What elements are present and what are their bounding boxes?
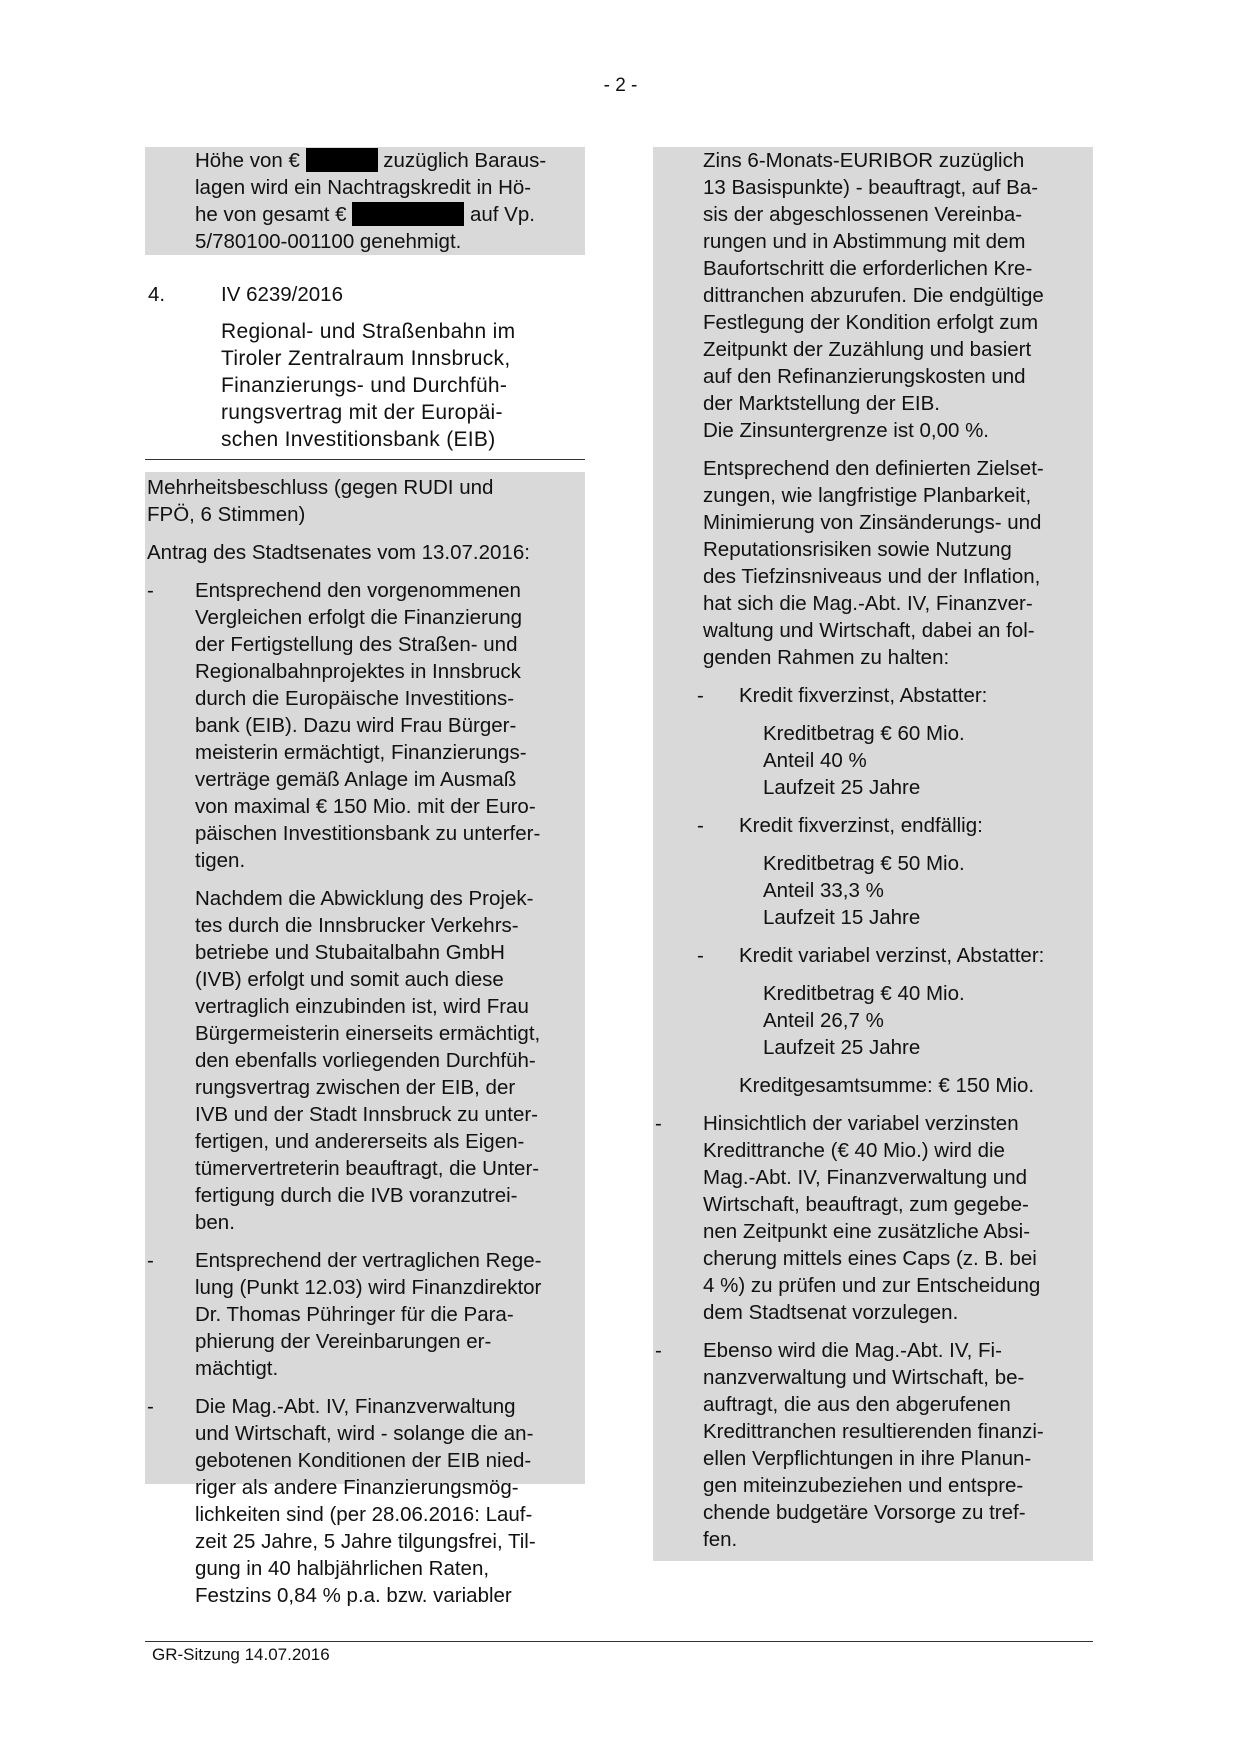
text-line: Die Mag.-Abt. IV, Finanzverwaltung bbox=[195, 1395, 516, 1418]
title-line: Regional- und Straßenbahn im bbox=[221, 320, 516, 343]
agenda-item-header bbox=[145, 281, 585, 308]
continuation-paragraph bbox=[653, 147, 1093, 444]
amount-paragraph bbox=[145, 147, 585, 255]
dash-bullet: - bbox=[697, 684, 704, 707]
text-line: Bürgermeisterin einerseits ermächtigt, bbox=[195, 1022, 541, 1045]
text-line: Nachdem die Abwicklung des Projek- bbox=[195, 887, 534, 910]
text-line: der Fertigstellung des Straßen- und bbox=[195, 633, 518, 656]
list-item bbox=[653, 1110, 1093, 1326]
text-line: durch die Europäische Investitions- bbox=[195, 687, 515, 710]
title-line: Finanzierungs- und Durchfüh- bbox=[221, 374, 508, 397]
dash-bullet: - bbox=[147, 1395, 154, 1418]
dash-bullet: - bbox=[655, 1112, 662, 1135]
text-line: Laufzeit 25 Jahre bbox=[763, 776, 921, 799]
dash-bullet: - bbox=[697, 944, 704, 967]
text-line: Festlegung der Kondition erfolgt zum bbox=[703, 311, 1039, 334]
credit-title: Kredit fixverzinst, Abstatter: bbox=[739, 684, 988, 707]
credit-details bbox=[653, 980, 1093, 1061]
list-item bbox=[145, 1393, 585, 1609]
redaction-bar bbox=[306, 148, 378, 172]
text-line: Kreditbetrag € 60 Mio. bbox=[763, 722, 965, 745]
text-line: päischen Investitionsbank zu unterfer- bbox=[195, 822, 541, 845]
text-line: rungsvertrag zwischen der EIB, der bbox=[195, 1076, 516, 1099]
text-line: Minimierung von Zinsänderungs- und bbox=[703, 511, 1042, 534]
text-line: auf Vp. bbox=[469, 203, 535, 226]
text-line: zeit 25 Jahre, 5 Jahre tilgungsfrei, Til- bbox=[195, 1530, 536, 1553]
credit-item bbox=[653, 812, 1093, 839]
item-number: 4. bbox=[148, 283, 166, 306]
item-reference: IV 6239/2016 bbox=[221, 283, 343, 306]
text-line: FPÖ, 6 Stimmen) bbox=[147, 503, 306, 526]
text-line: Wirtschaft, beauftragt, zum gegebe- bbox=[703, 1193, 1029, 1216]
text-line: meisterin ermächtigt, Finanzierungs- bbox=[195, 741, 527, 764]
text-line: auf den Refinanzierungskosten und bbox=[703, 365, 1026, 388]
text-line: fertigung durch die IVB voranzutrei- bbox=[195, 1184, 518, 1207]
text-line: Reputationsrisiken sowie Nutzung bbox=[703, 538, 1012, 561]
text-line: Kreditbetrag € 50 Mio. bbox=[763, 852, 965, 875]
text-line: (IVB) erfolgt und somit auch diese bbox=[195, 968, 504, 991]
text-line: Regionalbahnprojektes in Innsbruck bbox=[195, 660, 521, 683]
text-line: gebotenen Konditionen der EIB nied- bbox=[195, 1449, 532, 1472]
text-line: des Tiefzinsniveaus und der Inflation, bbox=[703, 565, 1041, 588]
text-line: 4 %) zu prüfen und zur Entscheidung bbox=[703, 1274, 1041, 1297]
text-line: Hinsichtlich der variabel verzinsten bbox=[703, 1112, 1019, 1135]
text-line: waltung und Wirtschaft, dabei an fol- bbox=[703, 619, 1035, 642]
text-line: cherung mittels eines Caps (z. B. bei bbox=[703, 1247, 1037, 1270]
text-line: Kredittranche (€ 40 Mio.) wird die bbox=[703, 1139, 1005, 1162]
text-line: Laufzeit 15 Jahre bbox=[763, 906, 921, 929]
text-line: betriebe und Stubaitalbahn GmbH bbox=[195, 941, 505, 964]
credit-title: Kredit fixverzinst, endfällig: bbox=[739, 814, 983, 837]
text-line: Entsprechend den vorgenommenen bbox=[195, 579, 521, 602]
list-item bbox=[653, 1337, 1093, 1553]
text-line: der Marktstellung der EIB. bbox=[703, 392, 940, 415]
decision-text bbox=[145, 474, 585, 528]
text-line: Dr. Thomas Pühringer für die Para- bbox=[195, 1303, 514, 1326]
dash-bullet: - bbox=[147, 579, 154, 602]
dash-bullet: - bbox=[655, 1339, 662, 1362]
text-line: Entsprechend den definierten Zielset- bbox=[703, 457, 1044, 480]
text-line: Anteil 26,7 % bbox=[763, 1009, 884, 1032]
text-line: sis der abgeschlossenen Vereinba- bbox=[703, 203, 1023, 226]
dash-bullet: - bbox=[697, 814, 704, 837]
dash-bullet: - bbox=[147, 1249, 154, 1272]
text-line: tümervertreterin beauftragt, die Unter- bbox=[195, 1157, 540, 1180]
text-line: verträge gemäß Anlage im Ausmaß bbox=[195, 768, 517, 791]
text-line: riger als andere Finanzierungsmög- bbox=[195, 1476, 519, 1499]
text-line: lagen wird ein Nachtragskredit in Hö- bbox=[195, 176, 532, 199]
text-line: Entsprechend der vertraglichen Rege- bbox=[195, 1249, 542, 1272]
credit-item bbox=[653, 942, 1093, 969]
targets-paragraph bbox=[653, 455, 1093, 671]
page-footer: GR-Sitzung 14.07.2016 bbox=[152, 1645, 330, 1664]
text-line: Festzins 0,84 % p.a. bzw. variabler bbox=[195, 1584, 512, 1607]
text-line: Die Zinsuntergrenze ist 0,00 %. bbox=[703, 419, 989, 442]
text-line: rungen und in Abstimmung mit dem bbox=[703, 230, 1026, 253]
text-line: ben. bbox=[195, 1211, 235, 1234]
text-line: Kredittranchen resultierenden finanzi- bbox=[703, 1420, 1044, 1443]
text-line: bank (EIB). Dazu wird Frau Bürger- bbox=[195, 714, 517, 737]
page-number: - 2 - bbox=[603, 75, 638, 96]
redaction-bar bbox=[352, 202, 464, 226]
text-line: Mehrheitsbeschluss (gegen RUDI und bbox=[147, 476, 494, 499]
text-line: nen Zeitpunkt eine zusätzliche Absi- bbox=[703, 1220, 1031, 1243]
credit-total: Kreditgesamtsumme: € 150 Mio. bbox=[739, 1074, 1035, 1097]
title-line: rungsvertrag mit der Europäi- bbox=[221, 401, 503, 424]
text-line: fertigen, und andererseits als Eigen- bbox=[195, 1130, 525, 1153]
text-line: tes durch die Innsbrucker Verkehrs- bbox=[195, 914, 519, 937]
list-item bbox=[145, 1247, 585, 1382]
text-line: lichkeiten sind (per 28.06.2016: Lauf- bbox=[195, 1503, 533, 1526]
text-line: zungen, wie langfristige Planbarkeit, bbox=[703, 484, 1032, 507]
text-line: Zeitpunkt der Zuzählung und basiert bbox=[703, 338, 1032, 361]
text-line: Vergleichen erfolgt die Finanzierung bbox=[195, 606, 523, 629]
text-line: phierung der Vereinbarungen er- bbox=[195, 1330, 492, 1353]
text-line: Höhe von € bbox=[195, 149, 300, 172]
text-line: Laufzeit 25 Jahre bbox=[763, 1036, 921, 1059]
text-line: Ebenso wird die Mag.-Abt. IV, Fi- bbox=[703, 1339, 1002, 1362]
text-line: und Wirtschaft, wird - solange die an- bbox=[195, 1422, 534, 1445]
credit-details bbox=[653, 850, 1093, 931]
text-line: IVB und der Stadt Innsbruck zu unter- bbox=[195, 1103, 538, 1126]
text-line: tigen. bbox=[195, 849, 246, 872]
text-line: mächtigt. bbox=[195, 1357, 279, 1380]
text-line: gen miteinzubeziehen und entspre- bbox=[703, 1474, 1024, 1497]
text-line: zuzüglich Baraus- bbox=[383, 149, 547, 172]
text-line: Mag.-Abt. IV, Finanzverwaltung und bbox=[703, 1166, 1028, 1189]
text-line: Anteil 33,3 % bbox=[763, 879, 884, 902]
credit-details bbox=[653, 720, 1093, 801]
text-line: Kreditbetrag € 40 Mio. bbox=[763, 982, 965, 1005]
text-line: lung (Punkt 12.03) wird Finanzdirektor bbox=[195, 1276, 542, 1299]
text-line: hat sich die Mag.-Abt. IV, Finanzver- bbox=[703, 592, 1033, 615]
text-line: ellen Verpflichtungen in ihre Planun- bbox=[703, 1447, 1032, 1470]
text-line: 13 Basispunkte) - beauftragt, auf Ba- bbox=[703, 176, 1039, 199]
text-line: fen. bbox=[703, 1528, 738, 1551]
item-title bbox=[145, 318, 585, 460]
text-line: Anteil 40 % bbox=[763, 749, 867, 772]
antrag-line: Antrag des Stadtsenates vom 13.07.2016: bbox=[147, 541, 530, 564]
text-line: chende budgetäre Vorsorge zu tref- bbox=[703, 1501, 1026, 1524]
footer-divider bbox=[145, 1641, 1093, 1642]
text-line: gung in 40 halbjährlichen Raten, bbox=[195, 1557, 490, 1580]
text-line: den ebenfalls vorliegenden Durchfüh- bbox=[195, 1049, 536, 1072]
text-line: von maximal € 150 Mio. mit der Euro- bbox=[195, 795, 536, 818]
text-line: vertraglich einzubinden ist, wird Frau bbox=[195, 995, 529, 1018]
credit-title: Kredit variabel verzinst, Abstatter: bbox=[739, 944, 1045, 967]
text-line: Baufortschritt die erforderlichen Kre- bbox=[703, 257, 1033, 280]
left-column bbox=[145, 147, 585, 1607]
decision-block bbox=[145, 472, 585, 1607]
title-line: schen Investitionsbank (EIB) bbox=[221, 428, 496, 451]
list-item bbox=[145, 577, 585, 1236]
text-line: nanzverwaltung und Wirtschaft, be- bbox=[703, 1366, 1025, 1389]
text-line: genden Rahmen zu halten: bbox=[703, 646, 950, 669]
text-line: he von gesamt € bbox=[195, 203, 347, 226]
title-line: Tiroler Zentralraum Innsbruck, bbox=[221, 347, 511, 370]
text-line: auftragt, die aus den abgerufenen bbox=[703, 1393, 1011, 1416]
right-column bbox=[653, 147, 1093, 1561]
text-line: dittranchen abzurufen. Die endgültige bbox=[703, 284, 1044, 307]
text-line: Zins 6-Monats-EURIBOR zuzüglich bbox=[703, 149, 1025, 172]
credit-item bbox=[653, 682, 1093, 709]
text-line: dem Stadtsenat vorzulegen. bbox=[703, 1301, 959, 1324]
text-line: 5/780100-001100 genehmigt. bbox=[195, 230, 462, 253]
